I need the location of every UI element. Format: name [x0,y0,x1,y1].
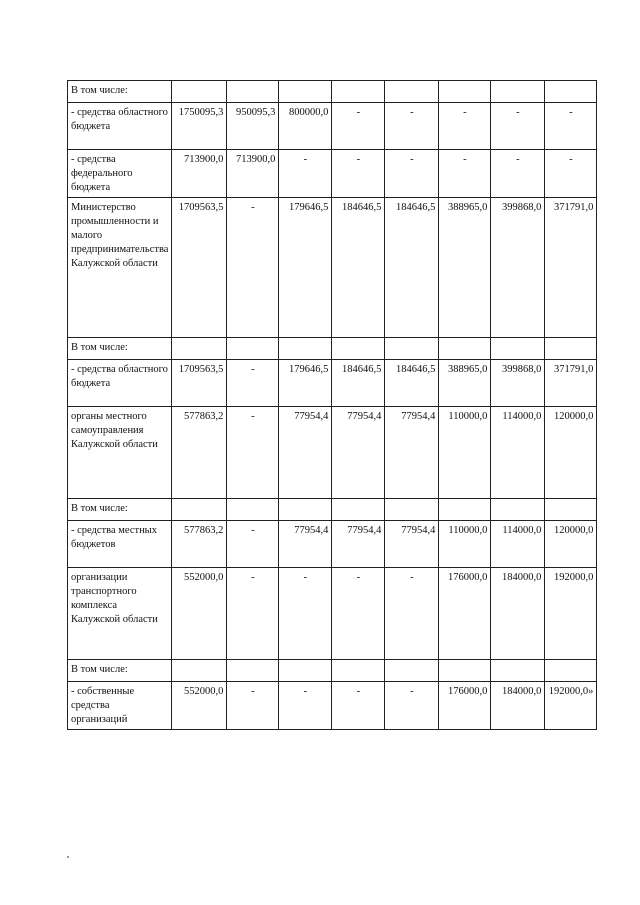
value-cell: - [227,682,279,730]
empty-cell [227,499,279,521]
value-cell: 184646,5 [332,360,385,407]
subtotal-header-row [68,660,597,682]
table-row [68,360,597,407]
row-label: - средства местных бюджетов [68,521,172,568]
value-cell: 110000,0 [439,521,491,568]
empty-cell [332,81,385,103]
value-cell: - [332,150,385,198]
row-label: - собственные средства организаций [68,682,172,730]
value-cell: 184000,0 [491,568,545,660]
value-cell: 577863,2 [172,407,227,499]
value-cell: - [491,150,545,198]
empty-cell [172,338,227,360]
empty-cell [439,499,491,521]
table-row [68,407,597,499]
value-cell: 77954,4 [279,521,332,568]
value-cell: 110000,0 [439,407,491,499]
value-cell: 399868,0 [491,360,545,407]
value-cell: 120000,0 [545,407,597,499]
value-cell: 184000,0 [491,682,545,730]
value-cell: - [227,521,279,568]
empty-cell [385,338,439,360]
empty-cell [545,499,597,521]
value-cell: 176000,0 [439,682,491,730]
page-speck [67,856,69,858]
empty-cell [385,81,439,103]
empty-cell [279,499,332,521]
table-row [68,150,597,198]
empty-cell [439,81,491,103]
value-cell: 77954,4 [385,407,439,499]
row-label: - средства областного бюджета [68,103,172,150]
value-cell: - [545,103,597,150]
value-cell: - [227,568,279,660]
value-cell: - [279,150,332,198]
value-cell: - [439,150,491,198]
empty-cell [172,660,227,682]
empty-cell [545,660,597,682]
value-cell: 179646,5 [279,360,332,407]
empty-cell [545,81,597,103]
value-cell: 176000,0 [439,568,491,660]
value-cell: 388965,0 [439,360,491,407]
empty-cell [545,338,597,360]
table-row [68,198,597,338]
header-cell: В том числе: [68,660,172,682]
empty-cell [227,660,279,682]
empty-cell [332,660,385,682]
empty-cell [332,338,385,360]
row-label: организации транспортного комплекса Калужской области [68,568,172,660]
value-cell: 179646,5 [279,198,332,338]
value-cell: 713900,0 [172,150,227,198]
subtotal-header-row [68,81,597,103]
value-cell: - [439,103,491,150]
table-row [68,682,597,730]
value-cell: 1709563,5 [172,360,227,407]
value-cell: 713900,0 [227,150,279,198]
empty-cell [491,338,545,360]
empty-cell [385,660,439,682]
empty-cell [227,338,279,360]
empty-cell [439,660,491,682]
value-cell: 1709563,5 [172,198,227,338]
value-cell: 77954,4 [385,521,439,568]
row-label: - средства областного бюджета [68,360,172,407]
budget-table [67,80,597,730]
value-cell: 371791,0 [545,360,597,407]
value-cell: 192000,0 [545,568,597,660]
row-label: - средства федерального бюджета [68,150,172,198]
empty-cell [332,499,385,521]
table-row [68,103,597,150]
empty-cell [491,81,545,103]
value-cell: - [545,150,597,198]
value-cell: 800000,0 [279,103,332,150]
table-row [68,521,597,568]
header-cell: В том числе: [68,81,172,103]
value-cell: 114000,0 [491,521,545,568]
value-cell: - [385,150,439,198]
value-cell: 388965,0 [439,198,491,338]
value-cell: - [227,198,279,338]
empty-cell [279,81,332,103]
value-cell: 184646,5 [385,360,439,407]
value-cell: 184646,5 [385,198,439,338]
value-cell: 77954,4 [332,407,385,499]
empty-cell [227,81,279,103]
value-cell: 1750095,3 [172,103,227,150]
header-cell: В том числе: [68,499,172,521]
table-row [68,568,597,660]
value-cell: 371791,0 [545,198,597,338]
row-label: органы местного самоуправления Калужской области [68,407,172,499]
empty-cell [172,81,227,103]
subtotal-header-row [68,499,597,521]
value-cell: - [279,568,332,660]
value-cell: 184646,5 [332,198,385,338]
value-cell: - [385,103,439,150]
value-cell: - [385,568,439,660]
value-cell: 192000,0» [545,682,597,730]
empty-cell [172,499,227,521]
value-cell: 552000,0 [172,568,227,660]
value-cell: - [491,103,545,150]
value-cell: 399868,0 [491,198,545,338]
empty-cell [385,499,439,521]
value-cell: 114000,0 [491,407,545,499]
value-cell: 950095,3 [227,103,279,150]
value-cell: - [332,682,385,730]
empty-cell [279,338,332,360]
value-cell: - [279,682,332,730]
value-cell: - [227,360,279,407]
value-cell: - [332,568,385,660]
empty-cell [279,660,332,682]
value-cell: 577863,2 [172,521,227,568]
row-label: Министерство промышленности и малого предпринимательства Калужской области [68,198,172,338]
value-cell: 120000,0 [545,521,597,568]
subtotal-header-row [68,338,597,360]
value-cell: 552000,0 [172,682,227,730]
empty-cell [491,660,545,682]
header-cell: В том числе: [68,338,172,360]
table-body [68,81,597,730]
value-cell: - [332,103,385,150]
value-cell: - [227,407,279,499]
value-cell: 77954,4 [279,407,332,499]
empty-cell [491,499,545,521]
empty-cell [439,338,491,360]
value-cell: 77954,4 [332,521,385,568]
value-cell: - [385,682,439,730]
